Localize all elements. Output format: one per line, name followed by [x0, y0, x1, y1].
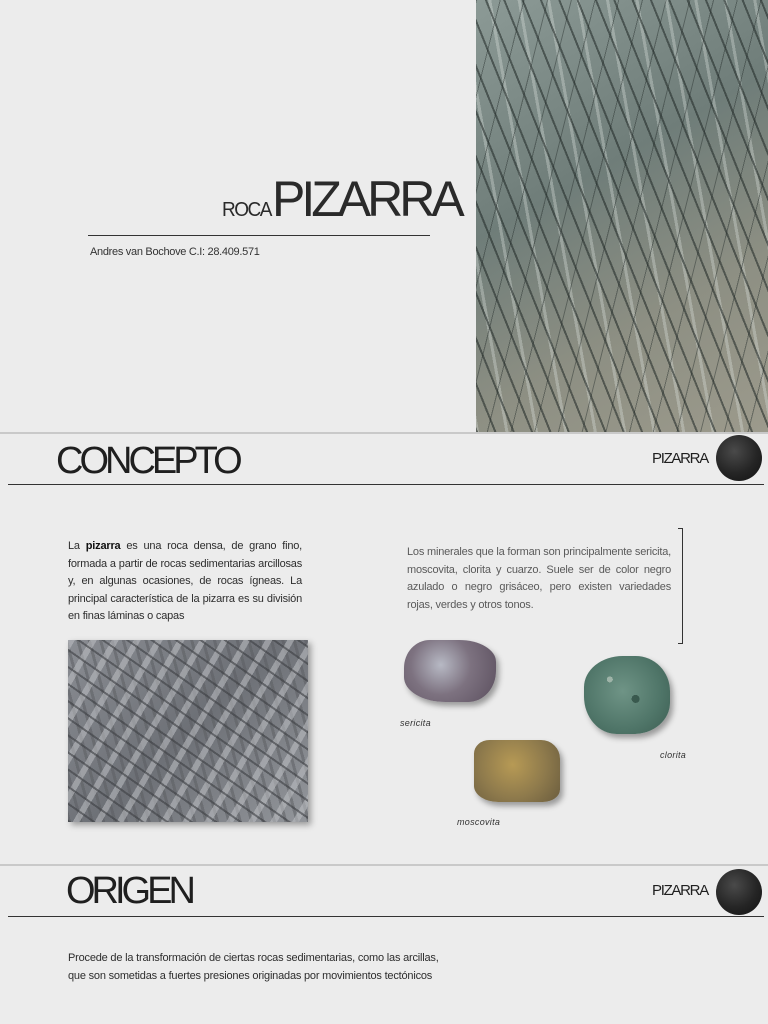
slate-rock-photo: [476, 0, 768, 432]
origen-divider: [8, 916, 764, 917]
origen-heading: ORIGEN: [66, 870, 192, 912]
origen-tag: PIZARRA: [652, 882, 708, 899]
slate-circle-icon: [716, 435, 762, 481]
moscovita-label: moscovita: [457, 817, 501, 827]
origen-paragraph: Procede de la transformación de ciertas rocas sedimentarias, como las arcillas, que son sometidas a fuertes presiones originadas por movimientos tectónicos: [68, 952, 439, 982]
concepto-heading: CONCEPTO: [56, 440, 239, 482]
concepto-divider: [8, 484, 764, 485]
slate-fragments-photo: [68, 640, 308, 822]
clorita-label: clorita: [660, 750, 687, 760]
author-credit: Andres van Bochove C.I: 28.409.571: [90, 246, 260, 258]
minerals-bracket: [678, 528, 683, 644]
concepto-paragraph: La pizarra es una roca densa, de grano fino, formada a partir de rocas sedimentarias arcillosas y, en algunas ocasiones, de rocas ígneas. La principal característica de la pizarra es su división en finas láminas o capas: [68, 540, 303, 622]
pizarra-bold-term: pizarra: [85, 540, 121, 552]
page-title: PIZARRA: [272, 171, 461, 227]
sericita-label: sericita: [400, 718, 431, 728]
slate-circle-icon: [716, 869, 762, 915]
minerals-paragraph: Los minerales que la forman son principalmente sericita, moscovita, clorita y cuarzo. Suele ser de color negro azulado o negro grisáceo, pero existen variedades rojas, verdes y otros tonos.: [407, 546, 671, 611]
sericita-sample-image: [404, 640, 496, 702]
concepto-tag: PIZARRA: [652, 450, 708, 467]
title-prefix: ROCA: [222, 199, 271, 222]
title-panel: [0, 0, 768, 432]
title-divider: [88, 235, 430, 236]
concepto-panel: [0, 434, 768, 864]
origen-panel: [0, 866, 768, 1024]
clorita-sample-image: [584, 656, 670, 734]
moscovita-sample-image: [474, 740, 560, 802]
